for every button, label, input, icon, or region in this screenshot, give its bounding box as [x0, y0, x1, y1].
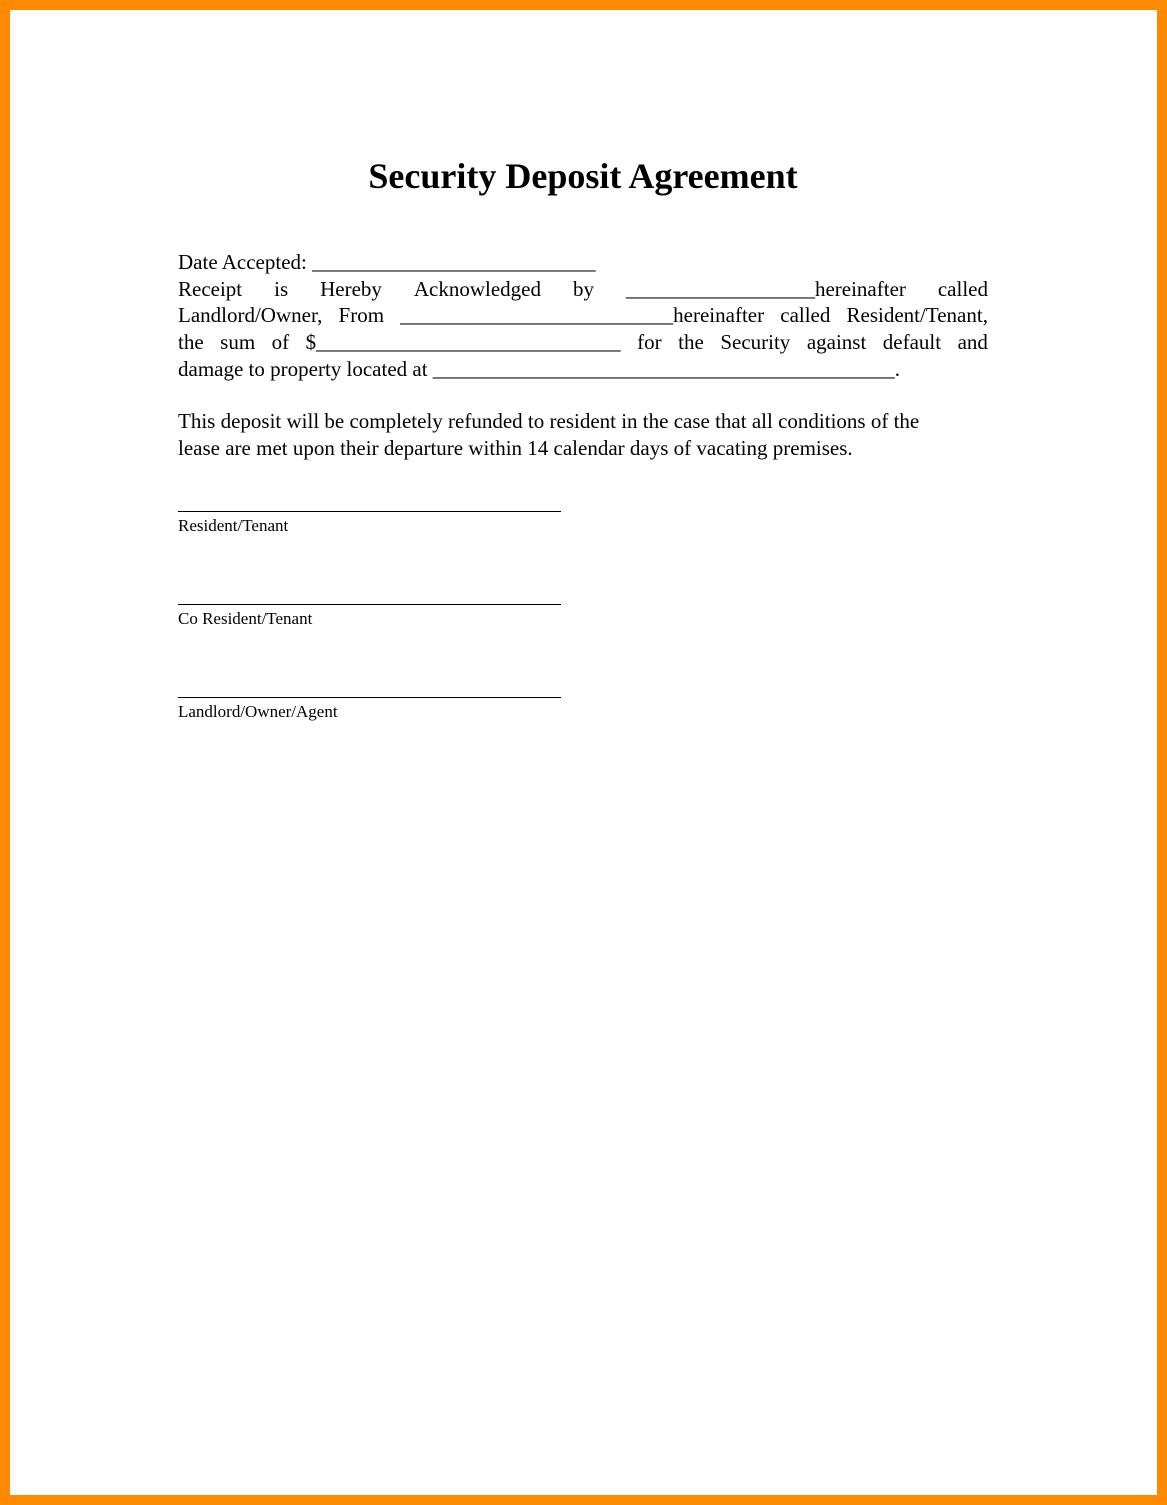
- word: against: [806, 330, 867, 354]
- sum-line: [178, 329, 988, 356]
- word: Hereby: [320, 277, 382, 301]
- word: by: [572, 277, 594, 301]
- co-resident-signature-line: [178, 604, 561, 605]
- landlord-signature-label: Landlord/Owner/Agent: [178, 702, 338, 721]
- word: Receipt: [178, 277, 243, 301]
- landlord-name-blank: __________________hereinafter: [625, 277, 906, 301]
- word: sum: [220, 330, 256, 354]
- date-accepted-line: [178, 249, 988, 276]
- tenant-name-blank: __________________________hereinafter: [400, 303, 765, 327]
- word: called: [937, 277, 988, 301]
- receipt-acknowledged-line: [178, 276, 988, 303]
- date-accepted-label: Date Accepted:: [178, 250, 307, 274]
- document-title: Security Deposit Agreement: [368, 156, 798, 196]
- word: is: [274, 277, 289, 301]
- word: the: [178, 330, 204, 354]
- date-accepted-blank: ___________________________: [312, 250, 596, 274]
- resident-signature-label: Resident/Tenant: [178, 516, 289, 535]
- resident-signature-line: [178, 511, 561, 512]
- word: Landlord/Owner,: [178, 303, 323, 327]
- word: and: [957, 330, 988, 354]
- word: of: [271, 330, 290, 354]
- word: Resident/Tenant,: [846, 303, 988, 327]
- refund-paragraph-line-2: lease are met upon their departure within 14 calendar days of vacating premises.: [178, 436, 853, 460]
- refund-paragraph-line-1: This deposit will be completely refunded to resident in the case that all conditions of the: [178, 409, 920, 433]
- word: the: [678, 330, 704, 354]
- landlord-signature-line: [178, 697, 561, 698]
- word: for: [637, 330, 662, 354]
- landlord-from-line: [178, 302, 988, 329]
- property-address-line: damage to property located at ____________________________________________.: [178, 357, 901, 381]
- word: default: [882, 330, 942, 354]
- word: From: [338, 303, 385, 327]
- word: called: [780, 303, 831, 327]
- word: Security: [720, 330, 791, 354]
- co-resident-signature-label: Co Resident/Tenant: [178, 609, 313, 628]
- word: Acknowledged: [413, 277, 542, 301]
- amount-blank: $_____________________________: [305, 330, 621, 354]
